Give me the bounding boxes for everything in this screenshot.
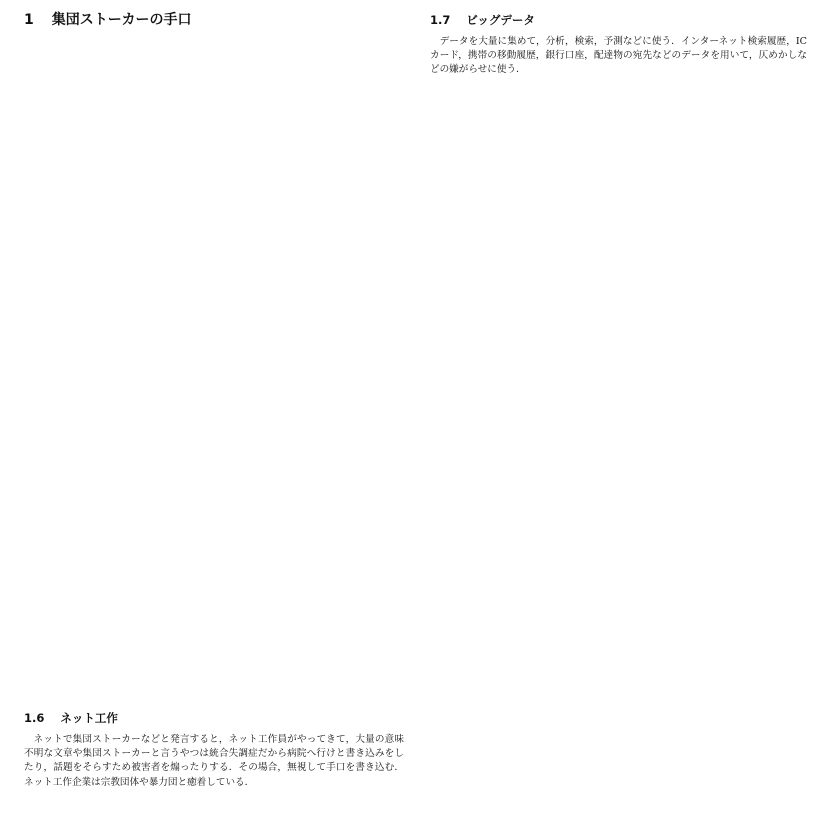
section-body: ネットで集団ストーカーなどと発言すると，ネット工作員がやってきて，大量の意味不明な文章や集団ストーカーと言うやつは統合失調症だから病院へ行けと書き込みをしたり，話題をそらすため被害者を煽ったりする．その場合，無視して手口を書き込む．ネット工作企業は宗教団体や暴力団と癒着している． [24, 734, 404, 788]
section-big-data [430, 12, 807, 78]
section-body: データを大量に集めて，分析，検索，予測などに使う．インターネット検索履歴，IC カード，携帯の移動履歴，銀行口座，配達物の宛先などのデータを用いて，仄めかしなどの嫌がらせに使う． [430, 36, 807, 76]
section-heading [430, 12, 807, 28]
chapter-number: 1 [24, 12, 34, 28]
section-title: ネット工作 [60, 711, 118, 725]
section-heading [24, 710, 404, 726]
section-net-ops [24, 710, 404, 790]
section-number: 1.7 [430, 13, 451, 27]
section-title: ビッグデータ [466, 13, 535, 27]
section-number: 1.6 [24, 711, 45, 725]
chapter-title-text: 集団ストーカーの手口 [51, 12, 192, 28]
chapter-title [24, 10, 191, 30]
